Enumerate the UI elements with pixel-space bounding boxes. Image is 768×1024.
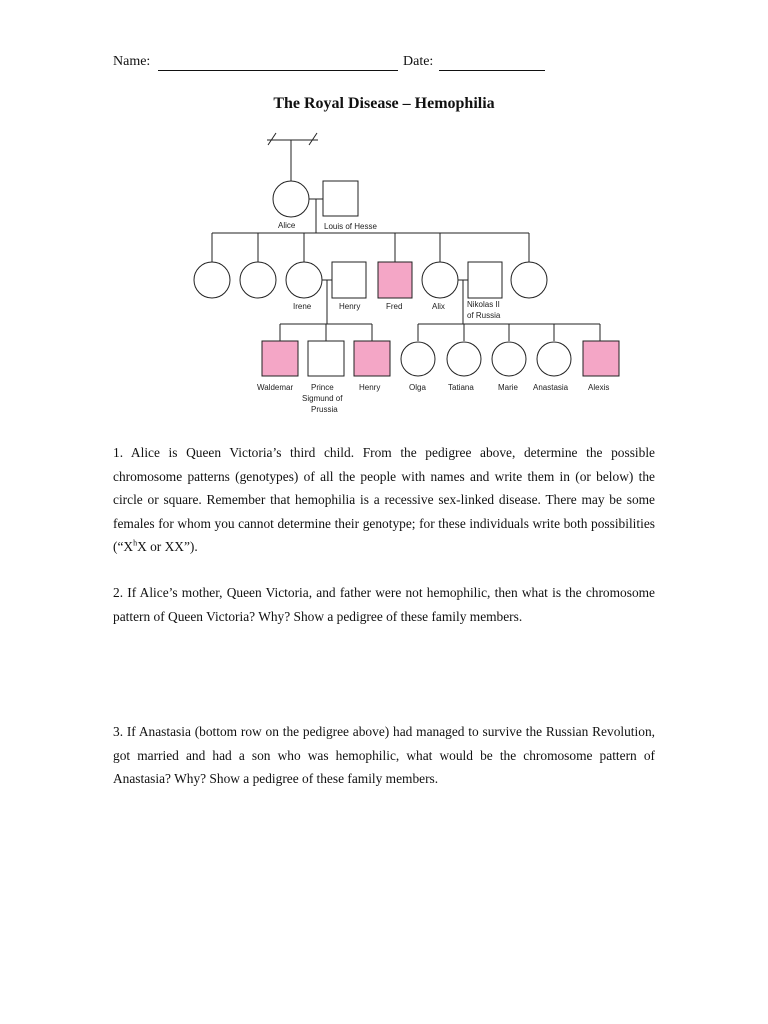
name-field-line[interactable]: [158, 54, 398, 71]
label-olga: Olga: [409, 383, 426, 392]
pedigree-male-alexis-affected: [583, 341, 619, 376]
question-1-superscript: h: [133, 538, 138, 548]
question-1-text-end: X or XX”).: [137, 539, 198, 554]
pedigree-female-alix: [422, 262, 458, 298]
label-fred: Fred: [386, 302, 403, 311]
date-field-line[interactable]: [439, 54, 545, 71]
label-sigmund-line2: Sigmund of: [302, 394, 343, 403]
question-2: 2. If Alice’s mother, Queen Victoria, and father were not hemophilic, then what is the chromosome pattern of Queen Victoria? Why? Show a pedigree of these family members.: [113, 585, 655, 624]
pedigree-male-henry-affected: [354, 341, 390, 376]
label-tatiana: Tatiana: [448, 383, 474, 392]
break-mark: [268, 133, 276, 145]
question-3: 3. If Anastasia (bottom row on the pedigree above) had managed to survive the Russian Revolution, got married and had a son who was hemophilic, what would be the chromosome pattern of Anastasia? Why? Show a pedigree of these family members.: [113, 724, 655, 786]
pedigree-female-anastasia: [537, 342, 571, 376]
label-alexis: Alexis: [588, 383, 610, 392]
pedigree-male-fred-affected: [378, 262, 412, 298]
label-nikolas-line2: of Russia: [467, 311, 501, 320]
label-nikolas-line1: Nikolas II: [467, 300, 500, 309]
label-henry: Henry: [339, 302, 361, 311]
pedigree-male-louis: [323, 181, 358, 216]
page-title: The Royal Disease – Hemophilia: [273, 95, 495, 112]
pedigree-male-nikolas: [468, 262, 502, 298]
label-sigmund-line1: Prince: [311, 383, 334, 392]
label-alix: Alix: [432, 302, 445, 311]
label-irene: Irene: [293, 302, 312, 311]
pedigree-female-alice: [273, 181, 309, 217]
pedigree-male-henry: [332, 262, 366, 298]
label-anastasia: Anastasia: [533, 383, 569, 392]
date-label: Date:: [403, 54, 434, 69]
question-1: [113, 441, 655, 559]
question-1-text: 1. Alice is Queen Victoria’s third child. From the pedigree above, determine the possible chromosome patterns (genotypes) of all the people with names and write them in (or below) the circle or square. Remember that hemophilia is a recessive sex-linked disease. There may be some females for whom you cannot determine their genotype; for these individuals write both possibilities (“X: [113, 445, 655, 554]
pedigree-female-child-1: [194, 262, 230, 298]
pedigree-female-irene: [286, 262, 322, 298]
break-mark: [309, 133, 317, 145]
pedigree-chart: [190, 128, 630, 423]
label-sigmund-line3: Prussia: [311, 405, 338, 414]
pedigree-female-marie: [492, 342, 526, 376]
label-henry-grandson: Henry: [359, 383, 381, 392]
label-waldemar: Waldemar: [257, 383, 294, 392]
label-marie: Marie: [498, 383, 519, 392]
pedigree-male-sigmund: [308, 341, 344, 376]
label-alice: Alice: [278, 221, 296, 230]
pedigree-female-tatiana: [447, 342, 481, 376]
pedigree-female-child-2: [240, 262, 276, 298]
header: [113, 54, 673, 78]
pedigree-female-child-8: [511, 262, 547, 298]
name-label: Name:: [113, 54, 151, 69]
pedigree-male-waldemar-affected: [262, 341, 298, 376]
pedigree-female-olga: [401, 342, 435, 376]
label-louis: Louis of Hesse: [324, 222, 377, 231]
